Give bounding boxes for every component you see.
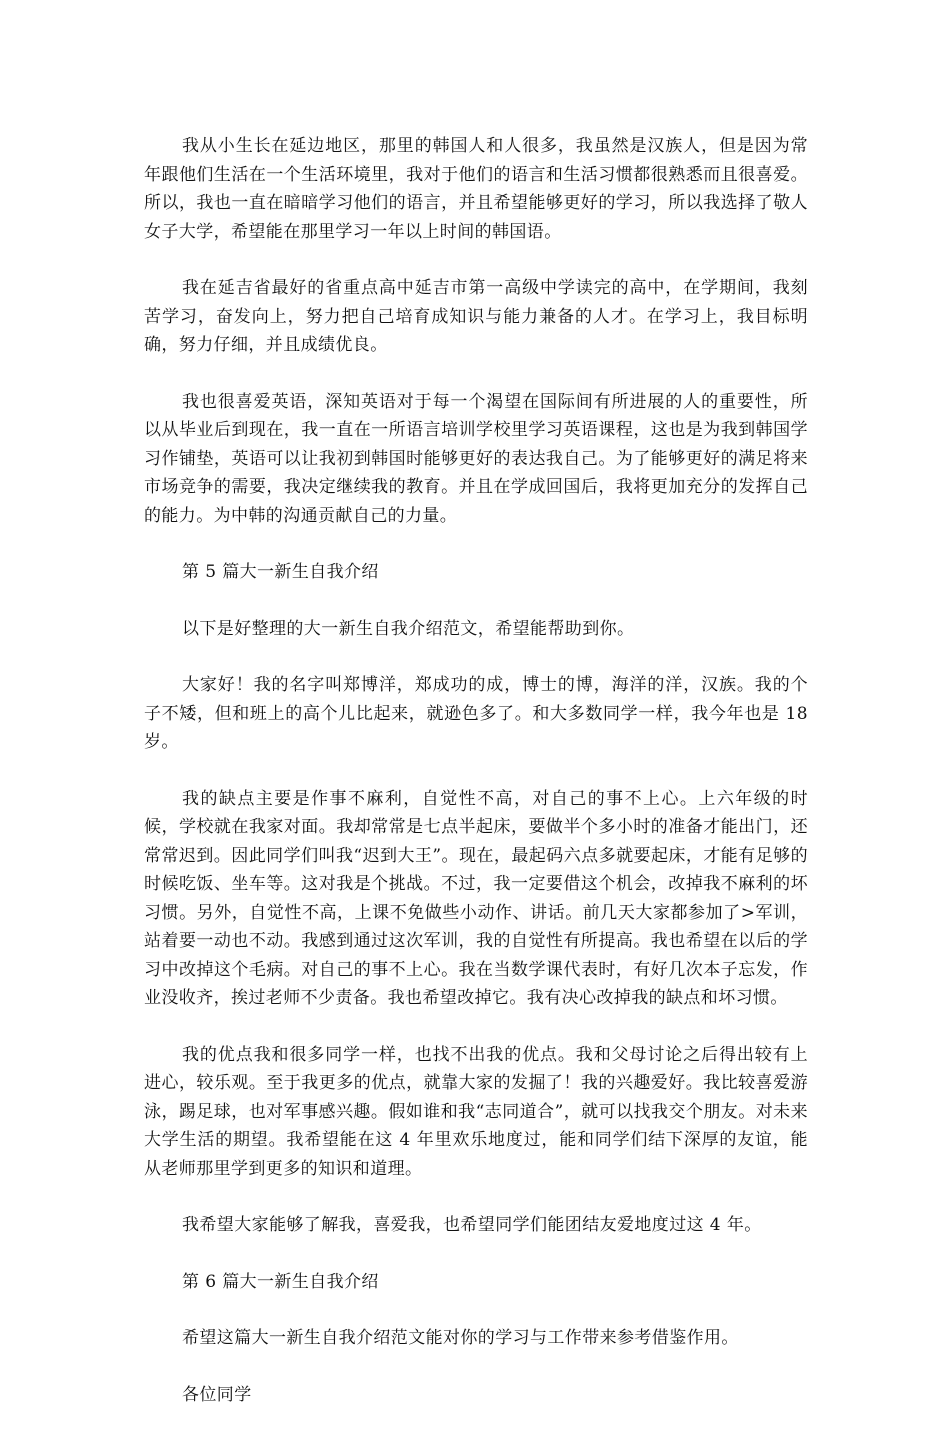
paragraph-yanbian-background: 我从小生长在延边地区，那里的韩国人和人很多，我虽然是汉族人，但是因为常年跟他们生活在一个生活环境里，我对于他们的语言和生活习惯都很熟悉而且很喜爱。所以，我也一直在暗暗学习他们的语言，并且希望能够更好的学习，所以我选择了敬人女子大学，希望能在那里学习一年以上时间的韩国语。 (144, 136, 808, 242)
paragraph-closing-hope: 我希望大家能够了解我，喜爱我，也希望同学们能团结友爱地度过这 4 年。 (182, 1215, 762, 1235)
paragraph-salutation: 各位同学 (182, 1384, 252, 1405)
section-heading-6: 第 6 篇大一新生自我介绍 (182, 1271, 379, 1292)
paragraph-high-school: 我在延吉省最好的省重点高中延吉市第一高级中学读完的高中，在学期间，我刻苦学习，奋发向上，努力把自己培育成知识与能力兼备的人才。在学习上，我目标明确，努力仔细，并且成绩优良。 (144, 278, 808, 355)
paragraph-greeting-name: 大家好！我的名字叫郑博洋，郑成功的成，博士的博，海洋的洋，汉族。我的个子不矮，但和班上的高个儿比起来，就逊色多了。和大多数同学一样，我今年也是 18 岁。 (144, 675, 808, 752)
paragraph-english-study: 我也很喜爱英语，深知英语对于每一个渴望在国际间有所进展的人的重要性，所以从毕业后到现在，我一直在一所语言培训学校里学习英语课程，这也是为我到韩国学习作铺垫，英语可以让我初到韩国时能够更好的表达我自己。为了能够更好的满足将来市场竞争的需要，我决定继续我的教育。并且在学成回国后，我将更加充分的发挥自己的能力。为中韩的沟通贡献自己的力量。 (144, 391, 808, 526)
paragraph-strengths-hobbies: 我的优点我和很多同学一样，也找不出我的优点。我和父母讨论之后得出较有上进心，较乐观。至于我更多的优点，就靠大家的发掘了！我的兴趣爱好。我比较喜爱游泳，踢足球，也对军事感兴趣。假如谁和我“志同道合”，就可以找我交个朋友。对未来大学生活的期望。我希望能在这 4 年里欢乐地度过，能和同学们结下深厚的友谊，能从老师那里学到更多的知识和道理。 (144, 1044, 808, 1179)
paragraph-intro-6: 希望这篇大一新生自我介绍范文能对你的学习与工作带来参考借鉴作用。 (182, 1328, 739, 1348)
section-heading-5: 第 5 篇大一新生自我介绍 (182, 562, 379, 582)
paragraph-shortcomings: 我的缺点主要是作事不麻利，自觉性不高，对自己的事不上心。上六年级的时候，学校就在我家对面。我却常常是七点半起床，要做半个多小时的准备才能出门，还常常迟到。因此同学们叫我“迟到大王”。现在，最起码六点多就要起床，才能有足够的时候吃饭、坐车等。这对我是个挑战。不过，我一定要借这个机会，改掉我不麻利的坏习惯。另外，自觉性不高，上课不免做些小动作、讲话。前几天大家都参加了>军训，站着要一动也不动。我感到通过这次军训，我的自觉性有所提高。我也希望在以后的学习中改掉这个毛病。对自己的事不上心。我在当数学课代表时，有好几次本子忘发，作业没收齐，挨过老师不少责备。我也希望改掉它。我有决心改掉我的缺点和坏习惯。 (144, 788, 808, 1008)
paragraph-intro-5: 以下是好整理的大一新生自我介绍范文，希望能帮助到你。 (182, 618, 635, 639)
document-body (144, 132, 808, 1437)
